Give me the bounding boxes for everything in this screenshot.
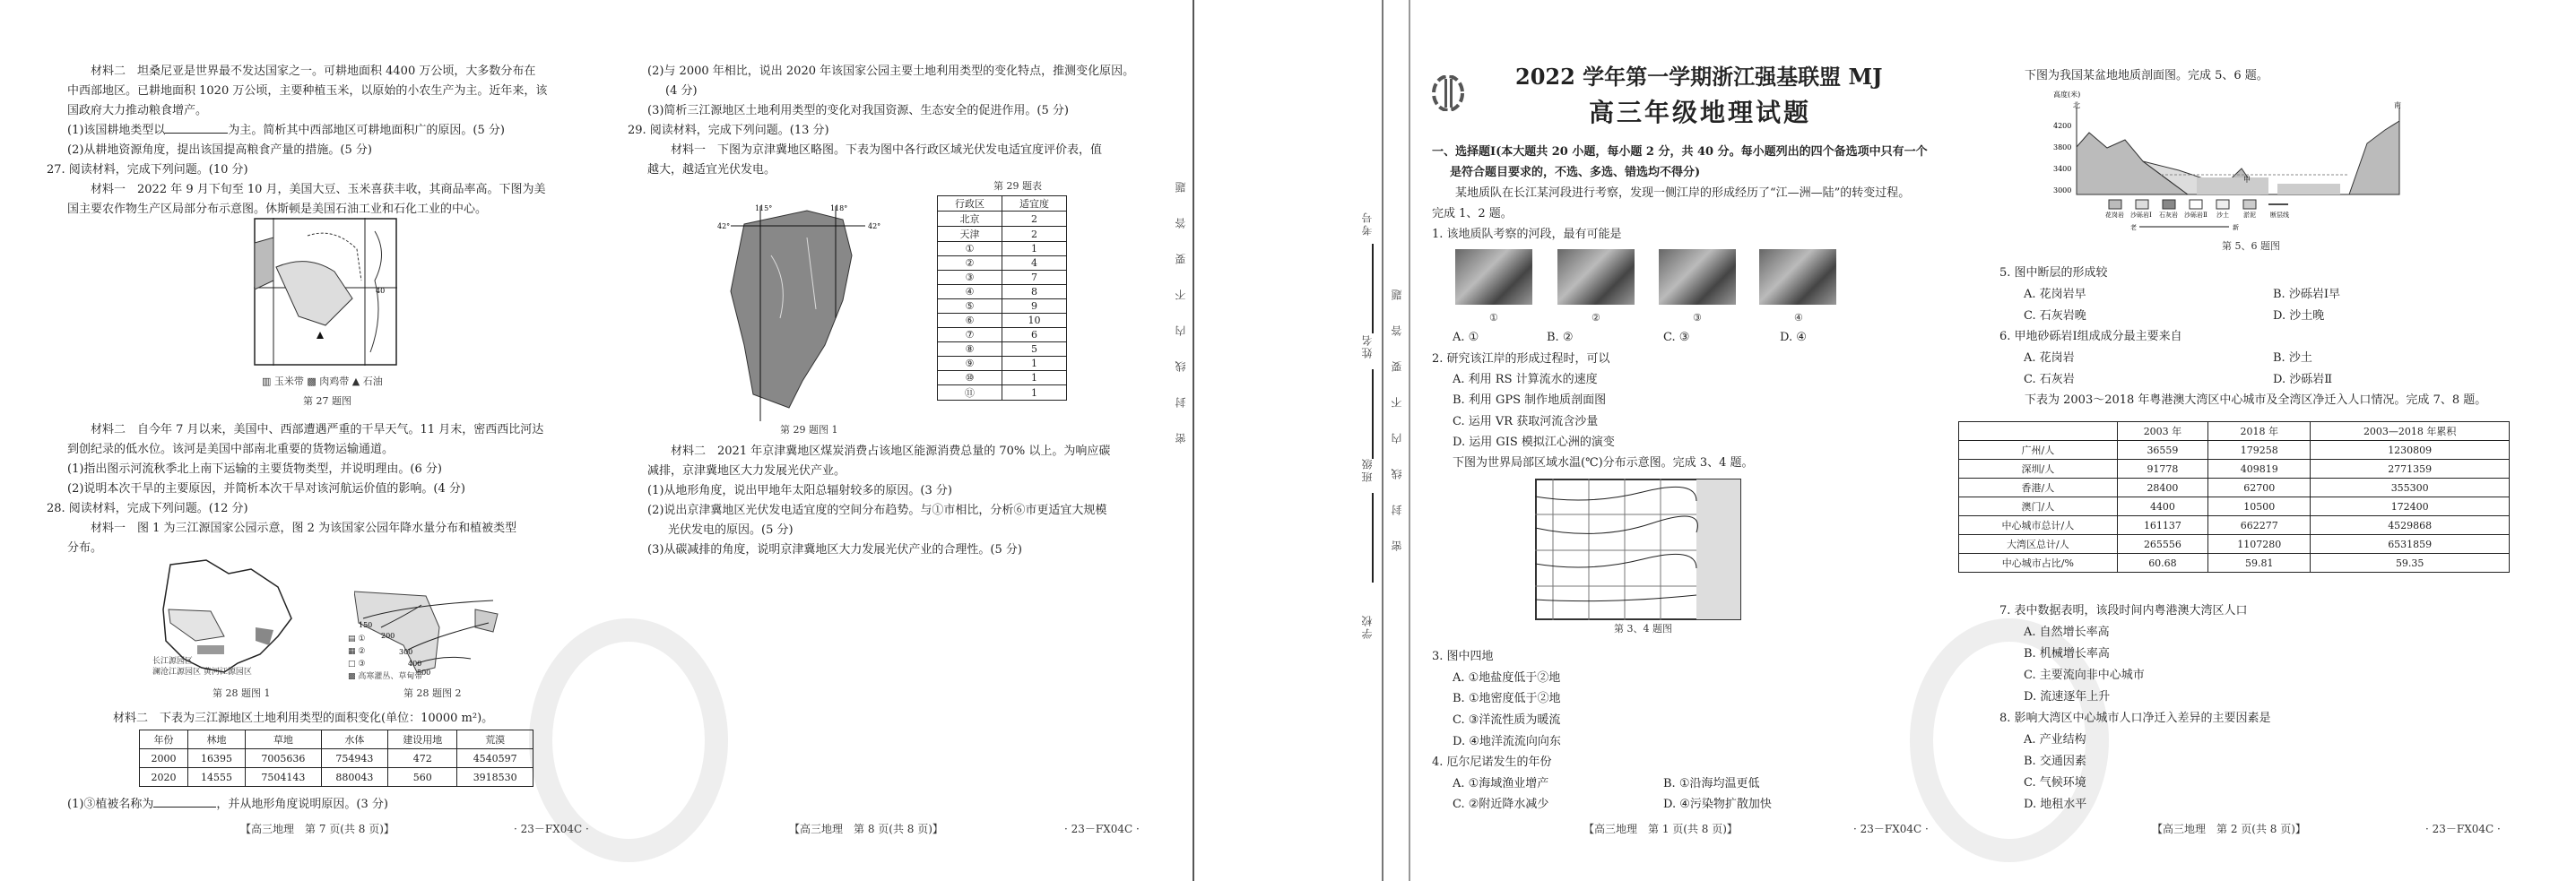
suitability-table (937, 195, 1067, 401)
river-photo-4 (1759, 249, 1836, 305)
table-cell: 4 (1002, 256, 1067, 271)
legend-silt: 淤泥 (2243, 212, 2256, 219)
paper-code: · 23－FX04C · (2425, 823, 2501, 835)
table-cell: 4540597 (457, 749, 533, 768)
river-photo-1 (1455, 249, 1532, 305)
question-28: 28. 阅读材料，完成下列问题。(12 分) (47, 502, 248, 515)
text: 到创纪录的低水位。该河是美国中部南北重要的货物运输通道。 (67, 443, 395, 456)
legend-item: □ ③ (348, 660, 366, 669)
landuse-table (139, 730, 533, 787)
table-row (938, 242, 1067, 256)
basin-geologic-profile (2053, 90, 2430, 242)
text: 材料二 2021 年京津冀地区煤炭消费占该地区能源消费总量的 70% 以上。为响应碳 (671, 445, 1111, 458)
seal-notice: 密封线内不要答题 (1175, 157, 1187, 444)
table-row (140, 768, 533, 787)
paper-code: · 23－FX04C · (1064, 823, 1140, 835)
table-row (938, 227, 1067, 242)
table-header-cell: 2003 年 (2117, 422, 2207, 441)
page-footer: 【高三地理 第 1 页(共 8 页)】 (1583, 823, 1738, 835)
question-5: 5. 图中断层的形成较 (1999, 266, 2108, 280)
table-header-row (938, 196, 1067, 212)
question-1: 1. 该地质队考察的河段，最有可能是 (1432, 228, 1622, 241)
section-heading: 一、选择题Ⅰ(本大题共 20 小题，每小题 2 分，共 40 分。每小题列出的四个备选项中只有一个 (1432, 145, 1928, 159)
table-cell: 880043 (321, 768, 387, 787)
text: 国政府大力推动粮食增产。 (67, 104, 208, 117)
table-cell: 2 (1002, 212, 1067, 227)
table-row (938, 385, 1067, 401)
legend-conglomerate-2: 沙砾岩Ⅱ (2184, 212, 2207, 219)
text: 下图为我国某盆地地质剖面图。完成 5、6 题。 (2025, 69, 2268, 82)
text: 材料一 图 1 为三江源国家公园示意，图 2 为该国家公园年降水量分布和植被类型 (91, 522, 517, 535)
figure-caption: 第 29 题图 1 (780, 424, 838, 436)
option-b[interactable]: B. ①地密度低于②地 (1453, 692, 1561, 705)
table-cell: 59.35 (2311, 554, 2510, 573)
table-cell: 2771359 (2311, 460, 2510, 479)
option-b[interactable]: B. ② (1547, 331, 1574, 344)
table-cell: 1 (1002, 242, 1067, 256)
text: ，并从地形角度说明原因。(3 分) (216, 798, 388, 811)
legend-yellow-river: 黄河江源园区 (203, 668, 252, 677)
table-row (938, 371, 1067, 385)
table-cell: 179258 (2208, 441, 2311, 460)
exam-number-field[interactable] (1372, 244, 1374, 333)
place-label: 甲 (2243, 176, 2251, 184)
legend-sand: 沙土 (2216, 212, 2229, 219)
table-cell: 北京 (938, 212, 1002, 227)
option-d[interactable]: D. 沙砾岩Ⅱ (2273, 373, 2333, 386)
isoline-label: 500 (417, 669, 431, 677)
table-cell: 1 (1002, 385, 1067, 401)
question-29: 29. 阅读材料，完成下列问题。(13 分) (628, 124, 829, 137)
table-cell: 472 (388, 749, 457, 768)
y-tick: 3000 (2053, 186, 2072, 194)
table-header-cell: 行政区 (938, 196, 1002, 212)
option-d[interactable]: D. ④地洋流流向向东 (1453, 735, 1561, 748)
option-c[interactable]: C. 运用 VR 获取河流含沙量 (1453, 415, 1599, 428)
table-cell: ⑨ (938, 357, 1002, 371)
photo-label: ① (1489, 312, 1498, 324)
text: 某地质队在长江某河段进行考察，发现一侧江岸的形成经历了“江—洲—陆”的转变过程。 (1455, 186, 1911, 200)
table-cell: ② (938, 256, 1002, 271)
legend-item: ▩ 高寒灌丛、草甸带 (348, 672, 423, 681)
question-4: 4. 厄尔尼诺发生的年份 (1432, 756, 1552, 769)
question-27: 27. 阅读材料，完成下列问题。(10 分) (47, 163, 248, 177)
question-28-3: (3)简析三江源地区土地利用类型的变化对我国资源、生态安全的促进作用。(5 分) (647, 104, 1069, 117)
table-header-cell: 荒漠 (457, 730, 533, 749)
question-27-1: (1)指出图示河流秋季北上南下运输的主要货物类型，并说明理由。(6 分) (67, 462, 442, 476)
latitude-label: 40 (376, 287, 386, 295)
option-b[interactable]: B. 机械增长率高 (2024, 647, 2110, 661)
binding-line (1382, 0, 1383, 881)
age-new-label: 新 (2233, 224, 2239, 231)
paper-code: · 23－FX04C · (514, 823, 589, 835)
table-row (938, 314, 1067, 328)
option-b[interactable]: B. 利用 GPS 制作地质剖面图 (1453, 393, 1607, 407)
y-axis-label: 高度(米) (2053, 91, 2081, 99)
table-cell: 355300 (2311, 479, 2510, 497)
fig28-1-legend (152, 656, 252, 678)
isoline-label: 150 (359, 621, 373, 629)
option-a[interactable]: A. 花岗岩早 (2024, 288, 2086, 301)
jingjinji-map (717, 202, 888, 421)
table-header-cell: 2003—2018 年累积 (2311, 422, 2510, 441)
table-header-cell: 建设用地 (388, 730, 457, 749)
table-cell: 161137 (2117, 516, 2207, 535)
figure-caption: 第 3、4 题图 (1614, 623, 1672, 635)
answer-blank[interactable] (165, 122, 228, 134)
isoline-label: 400 (408, 660, 422, 668)
table-header-cell: 水体 (321, 730, 387, 749)
text: 分布。 (67, 541, 103, 555)
table-row (1959, 479, 2510, 497)
text: 下表为 2003～2018 年粤港澳大湾区中心城市及全湾区净迁入人口情况。完成 7、8 题。 (2025, 393, 2487, 407)
legend-corn-belt: ▥ 玉米带 (262, 376, 304, 387)
option-c[interactable]: C. ③ (1663, 331, 1690, 344)
option-c[interactable]: C. ②附近降水减少 (1453, 798, 1549, 811)
longitude-label: 115° (755, 204, 773, 212)
table-cell: ① (938, 242, 1002, 256)
answer-blank[interactable] (153, 796, 216, 808)
table-header-row (1959, 422, 2510, 441)
table-cell: 8 (1002, 285, 1067, 299)
text: (1)该国耕地类型以 (67, 124, 166, 137)
page-footer: 【高三地理 第 2 页(共 8 页)】 (2152, 823, 2306, 835)
text: 完成 1、2 题。 (1432, 207, 1513, 220)
isoline-label: 200 (381, 632, 395, 640)
table-header-cell (1959, 422, 2118, 441)
binding-line (1193, 0, 1194, 881)
table-cell: 10500 (2208, 497, 2311, 516)
option-d[interactable]: D. 流速逐年上升 (2024, 690, 2111, 704)
south-label: 南 (2394, 101, 2401, 109)
photo-label: ④ (1794, 312, 1803, 324)
table-cell: 6 (1002, 328, 1067, 342)
table-row (938, 256, 1067, 271)
legend-limestone: 石灰岩 (2159, 212, 2178, 219)
text: 材料一 2022 年 9 月下旬至 10 月，美国大豆、玉米喜获丰收，其商品率高。下图为美 (91, 183, 546, 196)
table-cell: 大湾区总计/人 (1959, 535, 2118, 554)
text: (1)③植被名称为 (67, 798, 154, 811)
table-cell: 天津 (938, 227, 1002, 242)
table-cell: 4400 (2117, 497, 2207, 516)
table-cell: 28400 (2117, 479, 2207, 497)
seal-notice: 密封线内不要答题 (1391, 264, 1403, 551)
option-c[interactable]: C. 石灰岩 (2024, 373, 2075, 386)
table-row (1959, 516, 2510, 535)
legend-yangtze: 长江源园区 (152, 657, 194, 666)
table-cell: 560 (388, 768, 457, 787)
y-tick: 4200 (2053, 122, 2072, 130)
table-row (938, 212, 1067, 227)
table-cell: ④ (938, 285, 1002, 299)
text: 国主要农作物生产区局部分布示意图。休斯顿是美国石油工业和石化工业的中心。 (67, 203, 488, 216)
table-cell: ⑤ (938, 299, 1002, 314)
table-header-row (140, 730, 533, 749)
isoline-label: 300 (399, 648, 413, 656)
option-d[interactable]: D. 地租水平 (2024, 798, 2087, 811)
question-26-1 (67, 122, 505, 140)
exam-title: 2022 学年第一学期浙江强基联盟 MJ (1515, 64, 1883, 90)
river-photo-2 (1557, 249, 1635, 305)
page-footer: 【高三地理 第 8 页(共 8 页)】 (789, 823, 943, 835)
table-row (938, 271, 1067, 285)
table-cell: 中心城市占比/% (1959, 554, 2118, 573)
table-cell: 1 (1002, 371, 1067, 385)
option-c[interactable]: C. ③洋流性质为暖流 (1453, 713, 1561, 727)
table-header-cell: 林地 (187, 730, 245, 749)
option-b[interactable]: B. ①沿海均温更低 (1663, 777, 1760, 790)
question-27-2: (2)说明本次干旱的主要原因，并简析本次干旱对该河航运价值的影响。(4 分) (67, 482, 465, 496)
table-cell: ⑥ (938, 314, 1002, 328)
north-label: 北 (2073, 101, 2080, 109)
text: 中西部地区。已耕地面积 1020 万公顷，主要种植玉米，以原始的小农生产为主。近年来，该 (67, 84, 548, 98)
table-cell: 754943 (321, 749, 387, 768)
table-row (938, 357, 1067, 371)
fig27-legend (262, 373, 383, 391)
section-heading: 是符合题目要求的，不选、多选、错选均不得分) (1450, 166, 1701, 179)
y-tick: 3800 (2053, 143, 2072, 151)
table-cell: 91778 (2117, 460, 2207, 479)
text: 光伏发电的原因。(5 分) (668, 523, 794, 537)
legend-broiler-belt: ▩ 肉鸡带 (307, 376, 350, 387)
table-row (140, 749, 533, 768)
table-cell: 2 (1002, 227, 1067, 242)
longitude-label: 118° (830, 204, 848, 212)
table-cell: ⑦ (938, 328, 1002, 342)
option-c[interactable]: C. 主要流向非中心城市 (2024, 669, 2145, 682)
question-26-2: (2)从耕地资源角度，提出该国提高粮食产量的措施。(5 分) (67, 143, 372, 157)
text: 减排，京津冀地区大力发展光伏产业。 (647, 464, 846, 478)
usa-crop-map (254, 218, 397, 366)
question-7: 7. 表中数据表明，该段时间内粤港澳大湾区人口 (1999, 604, 2248, 618)
table-cell: 4529868 (2311, 516, 2510, 535)
text: 材料二 下表为三江源地区土地利用类型的面积变化(单位：10000 m²)。 (113, 712, 494, 725)
legend-item: ▦ ② (348, 647, 366, 656)
photo-label: ② (1592, 312, 1600, 324)
table-cell: 1107280 (2208, 535, 2311, 554)
table-cell: 172400 (2311, 497, 2510, 516)
legend-granite: 花岗岩 (2105, 212, 2124, 219)
table-header-cell: 2018 年 (2208, 422, 2311, 441)
profile-legend (2105, 200, 2289, 231)
option-b[interactable]: B. 交通因素 (2024, 755, 2086, 768)
figure-caption: 第 28 题图 2 (403, 687, 462, 699)
table-cell: 1 (1002, 357, 1067, 371)
option-d[interactable]: D. ④ (1780, 331, 1807, 344)
legend-fault: 断层线 (2270, 212, 2289, 219)
table-row (938, 299, 1067, 314)
table-cell: 265556 (2117, 535, 2207, 554)
exam-number-label: 考号 (1361, 211, 1374, 236)
latitude-label: 42° (717, 222, 731, 230)
table-cell: 36559 (2117, 441, 2207, 460)
question-3: 3. 图中四地 (1432, 650, 1494, 663)
table-row (938, 328, 1067, 342)
table-row (1959, 497, 2510, 516)
age-old-label: 老 (2130, 224, 2137, 231)
class-label: 班级 (1361, 457, 1374, 482)
sea-temperature-map (1535, 479, 1741, 620)
text: 下图为世界局部区域水温(℃)分布示意图。完成 3、4 题。 (1453, 456, 1754, 470)
table-cell: 16395 (187, 749, 245, 768)
table-cell: 9 (1002, 299, 1067, 314)
table-cell: 5 (1002, 342, 1067, 357)
option-a[interactable]: A. 自然增长率高 (2024, 626, 2110, 639)
figure-caption: 第 28 题图 1 (212, 687, 271, 699)
table-cell: ⑩ (938, 371, 1002, 385)
table-cell: 14555 (187, 768, 245, 787)
option-a[interactable]: A. 利用 RS 计算流水的速度 (1453, 373, 1598, 386)
text: (4 分) (665, 84, 698, 98)
name-field[interactable] (1372, 369, 1374, 459)
table-cell: ③ (938, 271, 1002, 285)
table-cell: 6531859 (2311, 535, 2510, 554)
option-a[interactable]: A. ① (1453, 331, 1479, 344)
paper-code: · 23－FX04C · (1853, 823, 1929, 835)
table-row (1959, 535, 2510, 554)
table-cell: ⑪ (938, 385, 1002, 401)
option-a[interactable]: A. ①海域渔业增产 (1453, 777, 1549, 790)
binding-line (1409, 0, 1410, 881)
option-c[interactable]: C. 气候环境 (2024, 776, 2086, 790)
option-a[interactable]: A. 花岗岩 (2024, 351, 2075, 365)
question-2: 2. 研究该江岸的形成过程时，可以 (1432, 352, 1610, 366)
text: 材料一 下图为京津冀地区略图。下表为图中各行政区域光伏发电适宜度评价表，值 (671, 143, 1103, 157)
question-29-1: (1)从地形角度，说出甲地年太阳总辐射较多的原因。(3 分) (647, 484, 952, 497)
table-cell: 409819 (2208, 460, 2311, 479)
table-header-cell: 草地 (246, 730, 322, 749)
table-cell: 澳门/人 (1959, 497, 2118, 516)
table-cell: 香港/人 (1959, 479, 2118, 497)
table-cell: 2000 (140, 749, 188, 768)
table-cell: 60.68 (2117, 554, 2207, 573)
page-footer: 【高三地理 第 7 页(共 8 页)】 (240, 823, 395, 835)
legend-lancang: 澜沧江源园区 (152, 668, 202, 677)
option-b[interactable]: B. 沙土 (2273, 351, 2312, 365)
table-row (1959, 460, 2510, 479)
name-label: 姓名 (1361, 333, 1374, 358)
legend-oil: ▲ 石油 (351, 376, 383, 387)
table-cell: ⑧ (938, 342, 1002, 357)
table-caption: 第 29 题表 (993, 180, 1042, 192)
legend-conglomerate-1: 沙砾岩Ⅰ (2130, 212, 2152, 219)
table-cell: 3918530 (457, 768, 533, 787)
table-cell: 10 (1002, 314, 1067, 328)
table-row (1959, 441, 2510, 460)
text: 为主。简析其中西部地区可耕地面积广的原因。(5 分) (228, 124, 505, 137)
legend-item: ▤ ① (348, 635, 366, 643)
latitude-label: 42° (868, 222, 881, 230)
table-cell: 7005636 (246, 749, 322, 768)
option-c[interactable]: C. 石灰岩晚 (2024, 309, 2086, 323)
table-cell: 广州/人 (1959, 441, 2118, 460)
table-cell: 2020 (140, 768, 188, 787)
option-b[interactable]: B. 沙砾岩Ⅰ早 (2273, 288, 2340, 301)
question-28-1 (67, 796, 388, 814)
school-label: 学校 (1361, 614, 1374, 639)
table-header-cell: 适宜度 (1002, 196, 1067, 212)
text: 材料二 坦桑尼亚是世界最不发达国家之一。可耕地面积 4400 万公顷，大多数分布在 (91, 65, 536, 78)
photo-label: ③ (1693, 312, 1702, 324)
option-d[interactable]: D. 沙土晚 (2273, 309, 2325, 323)
text: 材料二 自今年 7 月以来，美国中、西部遭遇严重的干旱天气。11 月末，密西西比河达 (91, 423, 544, 436)
figure-caption: 第 27 题图 (303, 395, 351, 407)
table-row (938, 285, 1067, 299)
table-cell: 1230809 (2311, 441, 2510, 460)
question-28-2: (2)与 2000 年相比，说出 2020 年该国家公园主要土地利用类型的变化特点，推测变化原因。 (647, 65, 1135, 78)
question-29-2: (2)说出京津冀地区光伏发电适宜度的空间分布趋势。与①市相比，分析⑥市更适宜大规模 (647, 504, 1107, 517)
table-header-cell: 年份 (140, 730, 188, 749)
class-field[interactable] (1372, 493, 1374, 583)
table-row (938, 342, 1067, 357)
migration-table (1958, 421, 2510, 573)
option-a[interactable]: A. 产业结构 (2024, 733, 2086, 747)
table-cell: 7 (1002, 271, 1067, 285)
table-cell: 中心城市总计/人 (1959, 516, 2118, 535)
option-d[interactable]: D. 运用 GIS 模拟江心洲的演变 (1453, 436, 1615, 449)
river-photo-3 (1659, 249, 1736, 305)
fig28-2-legend (348, 633, 422, 683)
table-cell: 59.81 (2208, 554, 2311, 573)
text: 越大，越适宜光伏发电。 (647, 163, 776, 177)
exam-subtitle: 高三年级地理试题 (1589, 98, 1812, 127)
option-d[interactable]: D. ④污染物扩散加快 (1663, 798, 1772, 811)
figure-caption: 第 5、6 题图 (2222, 240, 2280, 252)
question-6: 6. 甲地砂砾岩Ⅰ组成成分最主要来自 (1999, 330, 2182, 343)
question-8: 8. 影响大湾区中心城市人口净迁入差异的主要因素是 (1999, 712, 2271, 725)
option-a[interactable]: A. ①地盐度低于②地 (1453, 671, 1561, 685)
table-row (1959, 554, 2510, 573)
table-cell: 662277 (2208, 516, 2311, 535)
union-logo (1432, 75, 1464, 111)
y-tick: 3400 (2053, 165, 2072, 173)
table-cell: 62700 (2208, 479, 2311, 497)
question-29-3: (3)从碳减排的角度，说明京津冀地区大力发展光伏产业的合理性。(5 分) (647, 543, 1022, 557)
table-cell: 深圳/人 (1959, 460, 2118, 479)
table-cell: 7504143 (246, 768, 322, 787)
